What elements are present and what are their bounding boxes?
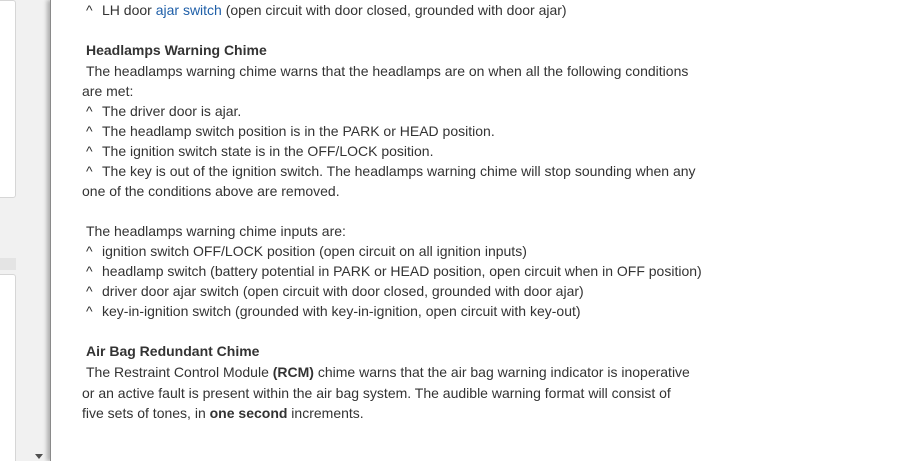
inputs-intro: The headlamps warning chime inputs are: xyxy=(86,223,346,239)
input-text: headlamp switch (battery potential in PARK or HEAD position, open circuit when in OFF position) xyxy=(102,263,702,279)
document-panel xyxy=(50,0,922,461)
bullet-caret: ^ xyxy=(86,243,93,259)
lh-door-suffix: (open circuit with door closed, grounded with door ajar) xyxy=(221,2,567,18)
airbag-line1 xyxy=(82,362,690,382)
airbag-line1-pre: The Restraint Control Module xyxy=(86,364,273,380)
bullet-caret: ^ xyxy=(86,283,93,299)
airbag-line3 xyxy=(82,403,364,423)
condition-text: The driver door is ajar. xyxy=(102,103,242,119)
bullet-caret: ^ xyxy=(86,103,93,119)
input-text: key-in-ignition switch (grounded with key-in-ignition, open circuit with key-out) xyxy=(102,303,581,319)
one-second-emphasis: one second xyxy=(209,405,288,421)
bullet-caret: ^ xyxy=(86,303,93,319)
input-text: driver door ajar switch (open circuit with door closed, grounded with door ajar) xyxy=(102,283,584,299)
bullet-caret: ^ xyxy=(86,143,93,159)
background-card-top xyxy=(0,0,16,198)
input-item xyxy=(82,241,527,261)
condition-text: The key is out of the ignition switch. The headlamps warning chime will stop sounding when any xyxy=(102,163,696,179)
bullet-caret: ^ xyxy=(86,2,93,18)
bullet-caret: ^ xyxy=(86,163,93,179)
headlamps-intro-line2: are met: xyxy=(82,83,134,99)
scroll-down-arrow-icon[interactable] xyxy=(35,454,43,459)
airbag-line3-pre: five sets of tones, in xyxy=(82,405,210,421)
condition-text: The headlamp switch position is in the PARK or HEAD position. xyxy=(102,123,495,139)
input-item xyxy=(82,261,702,281)
background-band xyxy=(0,258,16,270)
rcm-abbreviation: (RCM) xyxy=(272,364,314,380)
airbag-section-title: Air Bag Redundant Chime xyxy=(86,343,260,359)
input-item xyxy=(82,281,584,301)
condition-item xyxy=(82,161,696,181)
condition-item xyxy=(82,101,241,121)
lh-door-prefix: LH door xyxy=(102,2,156,18)
condition-item xyxy=(82,141,433,161)
input-text: ignition switch OFF/LOCK position (open circuit on all ignition inputs) xyxy=(102,243,527,259)
ajar-switch-link[interactable]: ajar switch xyxy=(155,2,222,18)
condition-continuation: one of the conditions above are removed. xyxy=(82,183,340,199)
input-item xyxy=(82,301,581,321)
lh-door-line xyxy=(82,0,567,20)
headlamps-section-title: Headlamps Warning Chime xyxy=(86,42,267,58)
bullet-caret: ^ xyxy=(86,263,93,279)
background-card-bottom xyxy=(0,274,16,461)
airbag-line3-post: increments. xyxy=(287,405,364,421)
condition-text: The ignition switch state is in the OFF/LOCK position. xyxy=(102,143,434,159)
background-panel xyxy=(0,0,50,461)
airbag-line1-post: chime warns that the air bag warning indicator is inoperative xyxy=(313,364,690,380)
bullet-caret: ^ xyxy=(86,123,93,139)
headlamps-intro-line1: The headlamps warning chime warns that the headlamps are on when all the following conditions xyxy=(86,63,689,79)
airbag-line2: or an active fault is present within the air bag system. The audible warning format will consist of xyxy=(82,385,671,401)
condition-item xyxy=(82,121,495,141)
